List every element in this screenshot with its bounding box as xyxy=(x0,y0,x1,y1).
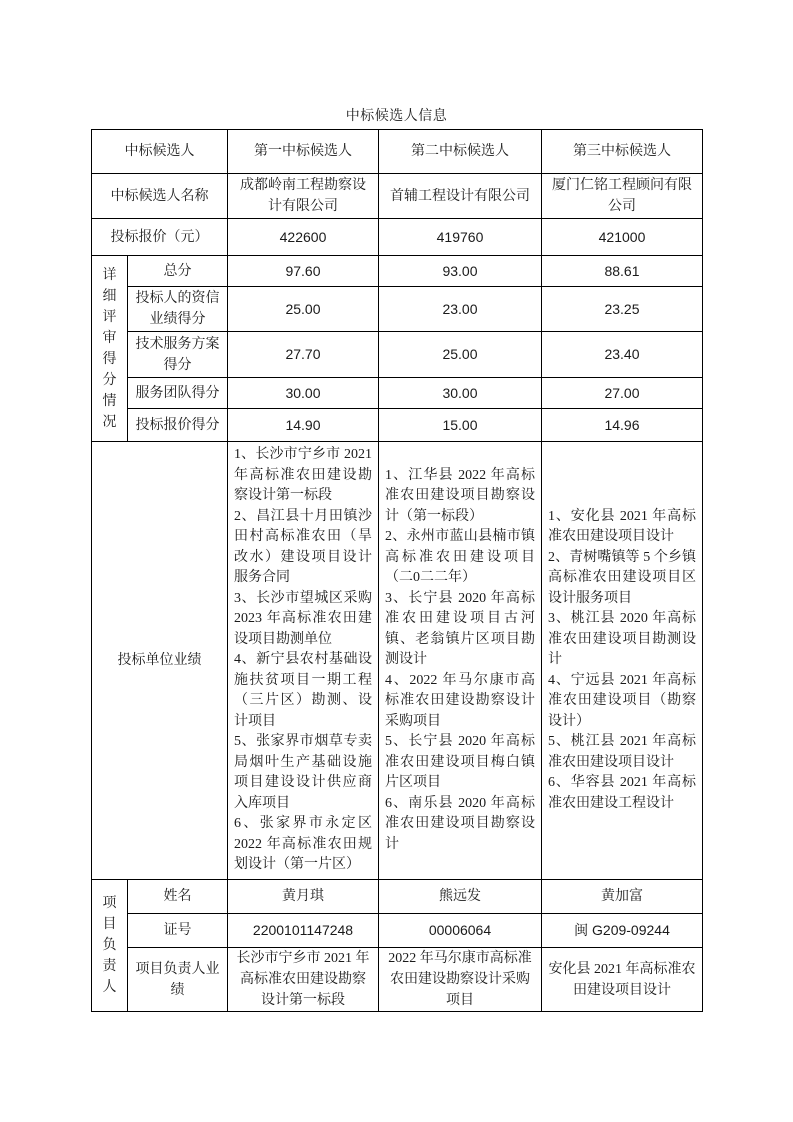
manager-performance: 长沙市宁乡市 2021 年高标准农田建设勘察设计第一标段 xyxy=(228,948,379,1012)
manager-performance-row xyxy=(92,948,703,1012)
score-row-total xyxy=(92,256,703,287)
document-title: 中标候选人信息 xyxy=(345,109,448,124)
manager-cert-number: 闽 G209-09244 xyxy=(542,914,703,948)
performance-item: 3、长宁县 2020 年高标准农田建设项目古河镇、老翁镇片区项目勘测设计 xyxy=(385,590,535,668)
bid-price-label: 投标报价（元） xyxy=(92,219,228,256)
score-value: 15.00 xyxy=(379,409,542,442)
bid-price-3: 421000 xyxy=(542,219,703,256)
manager-name: 黄月琪 xyxy=(228,880,379,914)
score-row-team xyxy=(92,378,703,409)
score-row-credit xyxy=(92,287,703,332)
manager-name: 熊远发 xyxy=(379,880,542,914)
bid-price-2: 419760 xyxy=(379,219,542,256)
header-row xyxy=(92,130,703,174)
header-candidate-3: 第三中标候选人 xyxy=(542,130,703,174)
performance-item: 3、长沙市望城区采购 2023 年高标准农田建设项目勘测单位 xyxy=(234,590,372,647)
score-label: 投标报价得分 xyxy=(128,409,228,442)
performance-row xyxy=(92,442,703,880)
performance-cell-3 xyxy=(542,442,703,880)
candidate-name-2: 首辅工程设计有限公司 xyxy=(379,174,542,219)
performance-item: 4、宁远县 2021 年高标准农田建设项目（勘察设计） xyxy=(548,672,696,729)
performance-item: 1、长沙市宁乡市 2021 年高标准农田建设勘察设计第一标段 xyxy=(234,447,372,504)
header-label: 中标候选人 xyxy=(92,130,228,174)
manager-cert-row xyxy=(92,914,703,948)
performance-label: 投标单位业绩 xyxy=(92,442,228,880)
manager-name-row xyxy=(92,880,703,914)
score-row-price xyxy=(92,409,703,442)
score-value: 27.70 xyxy=(228,332,379,378)
score-label: 总分 xyxy=(128,256,228,287)
manager-field-label: 姓名 xyxy=(128,880,228,914)
header-candidate-1: 第一中标候选人 xyxy=(228,130,379,174)
performance-item: 3、桃江县 2020 年高标准农田建设项目勘测设计 xyxy=(548,611,696,668)
candidate-name-row xyxy=(92,174,703,219)
performance-item: 1、安化县 2021 年高标准农田建设项目设计 xyxy=(548,508,696,545)
score-row-technical xyxy=(92,332,703,378)
score-label: 服务团队得分 xyxy=(128,378,228,409)
manager-field-label: 项目负责人业绩 xyxy=(128,948,228,1012)
manager-group-label: 项目负责人 xyxy=(102,896,117,995)
score-value: 88.61 xyxy=(542,256,703,287)
score-label: 投标人的资信业绩得分 xyxy=(128,287,228,332)
performance-item: 5、桃江县 2021 年高标准农田建设项目设计 xyxy=(548,734,696,770)
manager-name: 黄加富 xyxy=(542,880,703,914)
performance-item: 4、2022 年马尔康市高标准农田建设勘察设计采购项目 xyxy=(385,672,535,729)
header-candidate-2: 第二中标候选人 xyxy=(379,130,542,174)
score-value: 93.00 xyxy=(379,256,542,287)
bid-price-1: 422600 xyxy=(228,219,379,256)
score-value: 23.00 xyxy=(379,287,542,332)
performance-item: 6、华容县 2021 年高标准农田建设工程设计 xyxy=(548,775,696,811)
score-value: 27.00 xyxy=(542,378,703,409)
manager-field-label: 证号 xyxy=(128,914,228,948)
performance-item: 4、新宁县农村基础设施扶贫项目一期工程（三片区）勘测、设计项目 xyxy=(234,652,372,729)
candidate-name-1: 成都岭南工程勘察设计有限公司 xyxy=(228,174,379,219)
score-value: 14.96 xyxy=(542,409,703,442)
performance-item: 2、昌江县十月田镇沙田村高标准农田（旱改水）建设项目设计服务合同 xyxy=(234,508,372,586)
candidate-info-table xyxy=(91,129,703,1012)
score-value: 14.90 xyxy=(228,409,379,442)
score-value: 25.00 xyxy=(379,332,542,378)
manager-performance: 安化县 2021 年高标准农田建设项目设计 xyxy=(542,948,703,1012)
performance-item: 5、长宁县 2020 年高标准农田建设项目梅白镇片区项目 xyxy=(385,734,535,791)
score-value: 30.00 xyxy=(228,378,379,409)
bid-price-row xyxy=(92,219,703,256)
score-label: 技术服务方案得分 xyxy=(128,332,228,378)
performance-item: 2、青树嘴镇等 5 个乡镇高标准农田建设项目区设计服务项目 xyxy=(548,549,696,606)
score-value: 30.00 xyxy=(379,378,542,409)
performance-item: 5、张家界市烟草专卖局烟叶生产基础设施项目建设设计供应商入库项目 xyxy=(234,734,372,811)
candidate-name-3: 厦门仁铭工程顾问有限公司 xyxy=(542,174,703,219)
manager-cert-number: 00006064 xyxy=(379,914,542,948)
score-value: 97.60 xyxy=(228,256,379,287)
manager-cert-number: 2200101147248 xyxy=(228,914,379,948)
performance-item: 1、江华县 2022 年高标准农田建设项目勘察设计（第一标段） xyxy=(385,467,535,524)
performance-item: 6、南乐县 2020 年高标准农田建设项目勘察设计 xyxy=(385,795,535,852)
score-value: 23.25 xyxy=(542,287,703,332)
performance-item: 6、张家界市永定区 2022 年高标准农田规划设计（第一片区） xyxy=(234,816,372,873)
manager-group-cell xyxy=(92,880,128,1012)
score-value: 25.00 xyxy=(228,287,379,332)
performance-cell-2 xyxy=(379,442,542,880)
score-value: 23.40 xyxy=(542,332,703,378)
performance-cell-1 xyxy=(228,442,379,880)
manager-performance: 2022 年马尔康市高标准农田建设勘察设计采购项目 xyxy=(379,948,542,1012)
candidate-name-label: 中标候选人名称 xyxy=(92,174,228,219)
score-group-label: 详细评审得分情况 xyxy=(102,267,117,430)
score-group-cell xyxy=(92,256,128,442)
performance-item: 2、永州市蓝山县楠市镇高标准农田建设项目（二0二二年） xyxy=(385,529,535,586)
